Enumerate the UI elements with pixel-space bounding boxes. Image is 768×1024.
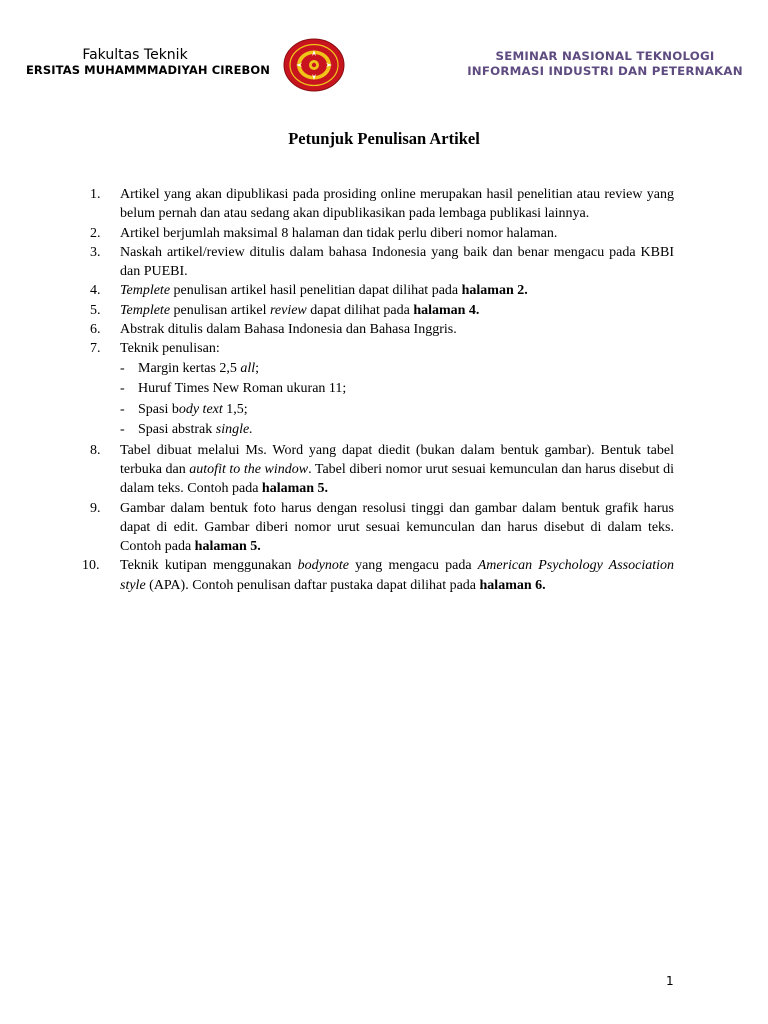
seminar-header — [446, 49, 764, 79]
item-text: Huruf Times New Roman ukuran 11; — [138, 381, 347, 397]
item-text: Artikel berjumlah maksimal 8 halaman dan tidak perlu diberi nomor halaman. — [120, 225, 558, 241]
list-item — [90, 281, 674, 300]
list-item — [90, 301, 674, 320]
seminar-line-1: SEMINAR NASIONAL TEKNOLOGI — [495, 49, 715, 63]
university-name: ERSITAS MUHAMMMADIYAH CIREBON — [25, 63, 270, 77]
item-number: 1. — [90, 187, 101, 202]
guideline-list — [82, 185, 674, 595]
item-text-italic: Templete — [120, 283, 171, 299]
item-text: ; — [255, 360, 260, 376]
item-number: 8. — [90, 442, 101, 458]
item-text: penulisan artikel hasil penelitian dapat dilihat pada — [170, 283, 462, 299]
item-text: (APA). Contoh penulisan daftar pustaka dapat dilihat pada — [145, 577, 480, 593]
item-text-italic: single. — [215, 422, 253, 438]
page-reference: halaman 4. — [413, 302, 480, 318]
item-text-italic: review — [269, 302, 307, 318]
item-number: 6. — [90, 322, 101, 338]
item-text: penulisan artikel — [170, 302, 270, 318]
page-title: Petunjuk Penulisan Artikel — [288, 129, 480, 148]
list-item — [90, 499, 674, 557]
university-seal-icon — [282, 38, 346, 92]
faculty-name: Fakultas Teknik — [82, 47, 188, 63]
item-number: 4. — [90, 283, 101, 299]
item-number: 2. — [90, 225, 101, 241]
list-item — [90, 243, 674, 282]
seminar-line-2: INFORMASI INDUSTRI DAN PETERNAKAN — [467, 64, 743, 78]
item-number: 3. — [90, 244, 101, 260]
item-text-italic: all — [240, 360, 256, 376]
sub-list-item — [90, 359, 674, 380]
item-text: Spasi b — [138, 401, 179, 417]
item-text: Tabel dibuat melalui Ms. Word yang dapat diedit (bukan dalam bentuk gambar). Bentuk tabel terbuka dan — [120, 442, 674, 477]
dash-bullet: - — [120, 401, 125, 417]
list-item — [90, 185, 674, 224]
item-text: Teknik penulisan: — [120, 341, 220, 357]
item-text: Naskah artikel/review ditulis dalam bahasa Indonesia yang baik dan benar mengacu pada KBBI dan PUEBI. — [120, 244, 674, 280]
item-text: Abstrak ditulis dalam Bahasa Indonesia dan Bahasa Inggris. — [120, 322, 457, 338]
list-item — [90, 441, 674, 499]
sub-list-item — [90, 420, 674, 441]
dash-bullet: - — [120, 422, 125, 438]
list-item — [90, 339, 674, 358]
item-number: 7. — [90, 341, 101, 357]
item-text: Artikel yang akan dipublikasi pada prosiding online merupakan hasil penelitian atau review yang belum pernah dan atau sedang akan dipublikasikan pada lembaga publikasi lainnya. — [120, 187, 674, 222]
page-reference: halaman 5. — [261, 481, 329, 497]
item-text: 1,5; — [222, 401, 248, 417]
list-item — [90, 320, 674, 339]
dash-bullet: - — [120, 360, 125, 376]
sub-list-item — [90, 400, 674, 421]
item-text-italic: ody text — [178, 401, 223, 417]
item-text: Margin kertas 2,5 — [138, 360, 241, 376]
item-text-italic: American Psychology Association style — [120, 558, 674, 593]
list-item — [82, 556, 674, 595]
page-reference: halaman 2. — [461, 283, 528, 299]
dash-bullet: - — [120, 381, 125, 397]
item-text: . Tabel diberi nomor urut sesuai kemunculan dan harus disebut di dalam teks. Contoh pada — [120, 461, 674, 497]
item-text: dapat dilihat pada — [306, 302, 414, 318]
item-number: 9. — [90, 500, 101, 516]
item-text: Teknik kutipan menggunakan — [120, 558, 298, 574]
page-number: 1 — [666, 974, 674, 988]
sub-list-item — [90, 379, 674, 400]
page-reference: halaman 6. — [479, 577, 546, 593]
item-text: Gambar dalam bentuk foto harus dengan resolusi tinggi dan gambar dalam bentuk grafik harus dapat di edit. Gambar diberi nomor urut sesuai kemunculan dan harus disebut di dalam teks. Contoh pada — [120, 500, 674, 555]
item-text-italic: Templete — [120, 302, 171, 318]
item-number: 5. — [90, 302, 101, 318]
item-number: 10. — [82, 558, 100, 574]
item-text-italic: autofit to the window — [189, 461, 309, 477]
item-text: yang mengacu pada — [348, 558, 478, 574]
page-reference: halaman 5. — [194, 539, 261, 555]
item-text: Spasi abstrak — [138, 422, 216, 438]
header-left — [0, 47, 270, 77]
list-item — [90, 224, 674, 243]
item-text-italic: bodynote — [297, 558, 349, 574]
